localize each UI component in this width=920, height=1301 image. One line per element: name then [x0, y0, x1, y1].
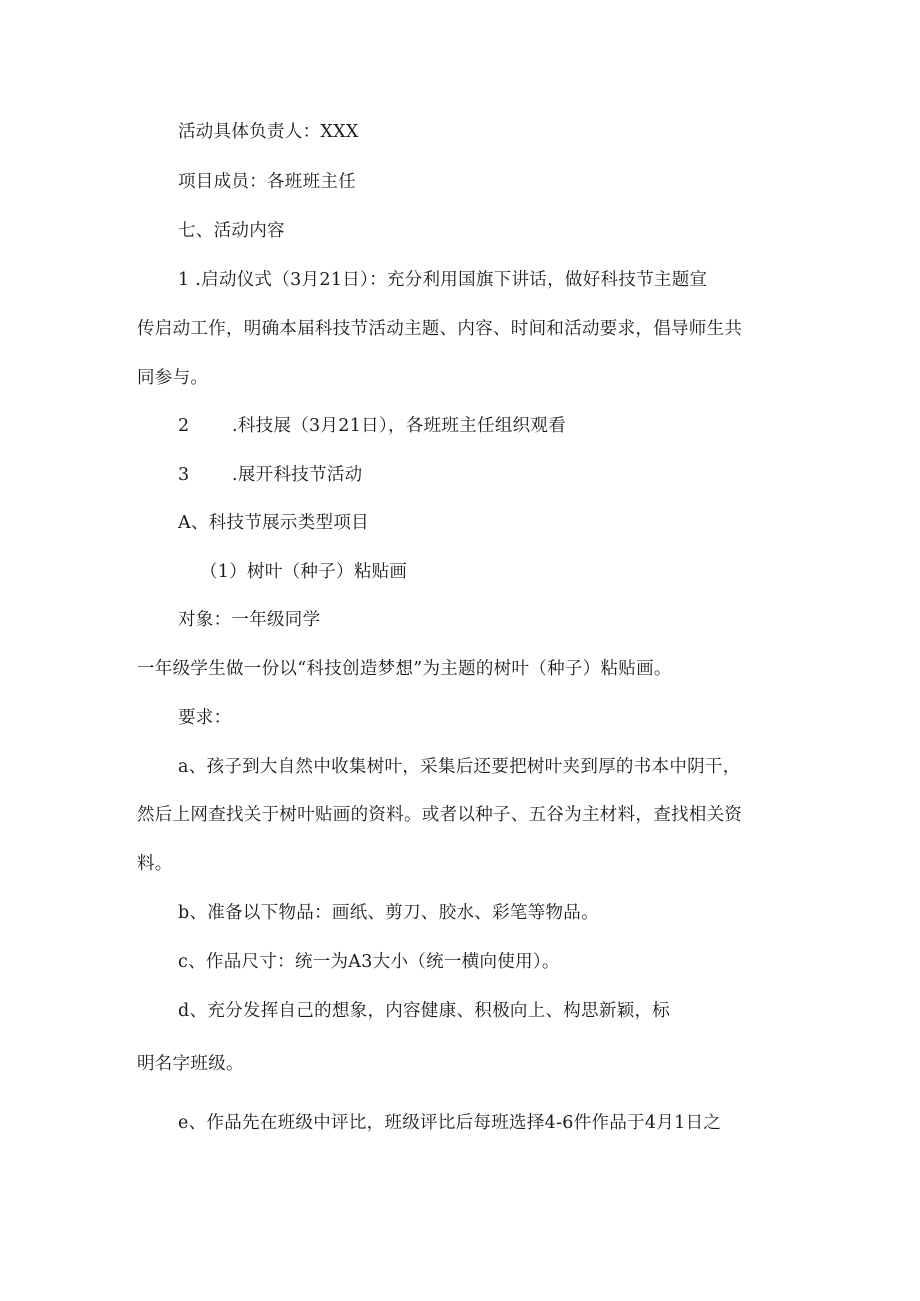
- item-2-number: 2: [178, 416, 190, 436]
- subsection-a-heading: A、科技节展示类型项目: [178, 513, 369, 533]
- requirement-b-line: b、准备以下物品：画纸、剪刀、胶水、彩笔等物品。: [178, 903, 599, 923]
- requirement-c-line: c、作品尺寸：统一为A3大小（统一横向使用）。: [178, 952, 560, 972]
- requirement-a-line-3: 料。: [137, 854, 173, 874]
- project-1-title: （1）树叶（种子）粘贴画: [200, 562, 408, 582]
- item-3-text: .展开科技节活动: [232, 465, 363, 485]
- responsible-person-line: 活动具体负责人：XXX: [178, 122, 359, 142]
- requirement-d-line-1: d、充分发挥自己的想象，内容健康、积极向上、构思新颖，标: [178, 1001, 671, 1021]
- requirement-d-line-2: 明名字班级。: [137, 1054, 244, 1074]
- item-1-line-3: 同参与。: [137, 368, 209, 388]
- requirements-label: 要求：: [178, 708, 232, 728]
- target-audience-line: 对象：一年级同学: [178, 610, 321, 630]
- item-3-number: 3: [178, 465, 190, 485]
- section-heading-activity-content: 七、活动内容: [178, 221, 285, 241]
- requirement-a-line-1: a、孩子到大自然中收集树叶，采集后还要把树叶夹到厚的书本中阴干，: [178, 757, 741, 777]
- item-1-line-1: 1 .启动仪式（3月21日）：充分利用国旗下讲话，做好科技节主题宣: [178, 270, 708, 290]
- project-members-line: 项目成员：各班班主任: [178, 172, 356, 192]
- requirement-a-line-2: 然后上网查找关于树叶贴画的资料。或者以种子、五谷为主材料，查找相关资: [137, 805, 743, 825]
- project-description-line: 一年级学生做一份以“科技创造梦想”为主题的树叶（种子）粘贴画。: [137, 659, 672, 679]
- item-2-text: .科技展（3月21日），各班班主任组织观看: [232, 416, 567, 436]
- item-1-line-2: 传启动工作，明确本届科技节活动主题、内容、时间和活动要求，倡导师生共: [137, 319, 743, 339]
- requirement-e-line-1: e、作品先在班级中评比，班级评比后每班选择4-6件作品于4月1日之: [178, 1113, 722, 1133]
